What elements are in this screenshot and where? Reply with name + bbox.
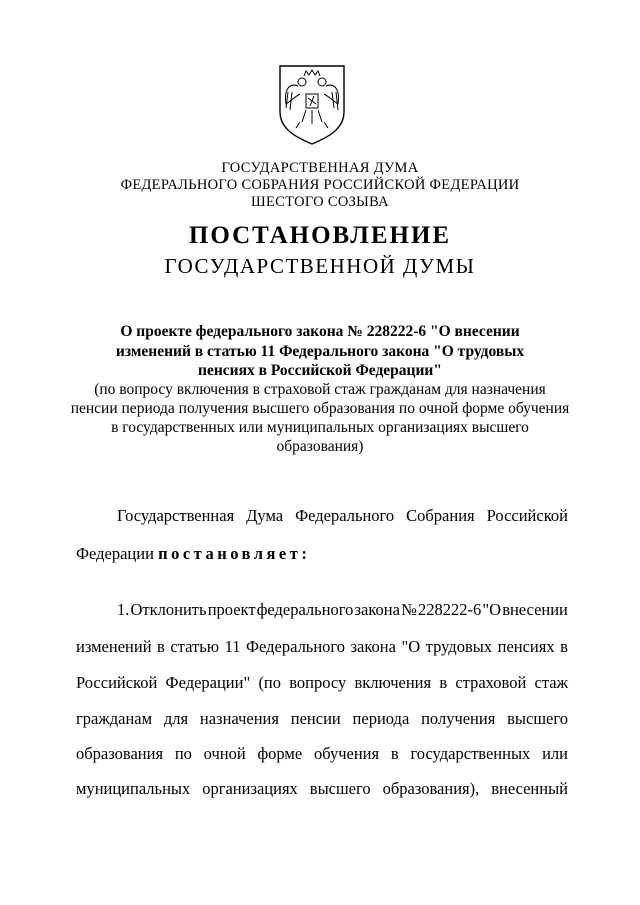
word: периода: [352, 709, 410, 728]
header-line-2: ФЕДЕРАЛЬНОГО СОБРАНИЯ РОССИЙСКОЙ ФЕДЕРАЦИИ: [120, 177, 520, 193]
item1-line-2: [76, 637, 568, 657]
word: "О: [401, 637, 421, 656]
word: получения: [421, 709, 496, 728]
word: обучения: [313, 744, 380, 763]
word: внесенный: [491, 779, 568, 798]
subject-note-line-3: в государственных или муниципальных организациях высшего: [111, 419, 529, 436]
word: гражданам: [76, 709, 153, 728]
word: государственных: [410, 744, 531, 763]
word: или: [542, 744, 568, 763]
word: проект: [207, 600, 256, 619]
subject-note-line-2: пенсии периода получения высшего образования по очной форме обучения: [70, 400, 570, 417]
word: в: [560, 637, 568, 656]
word: форме: [257, 744, 303, 763]
word: в: [439, 673, 448, 692]
word: Российской: [486, 506, 568, 525]
document-subtitle: ГОСУДАРСТВЕННОЙ ДУМЫ: [164, 254, 476, 278]
word: закона: [350, 637, 396, 656]
word: для: [163, 709, 189, 728]
word: в: [390, 744, 399, 763]
word: Федерального: [245, 637, 346, 656]
word: высшего: [507, 709, 568, 728]
word: 11: [224, 637, 241, 656]
word: Отклонить: [130, 600, 207, 619]
document-title: ПОСТАНОВЛЕНИЕ: [188, 222, 452, 249]
word: изменений: [76, 637, 152, 656]
word: 228222-6: [418, 600, 482, 619]
header-line-1: ГОСУДАРСТВЕННАЯ ДУМА: [221, 160, 419, 176]
intro-prefix: Федерации: [76, 544, 159, 563]
word: очной: [203, 744, 246, 763]
word: 1.: [117, 600, 130, 619]
subject-note-line-1: (по вопросу включения в страховой стаж гражданам для назначения: [94, 381, 546, 398]
item1-line-4: [76, 709, 568, 729]
word: внесении: [502, 600, 568, 619]
word: Собрания: [406, 506, 475, 525]
subject-line-3: пенсиях в Российской Федерации": [198, 362, 442, 379]
resolves-keyword: постановляет:: [158, 544, 311, 563]
subject-line-2: изменений в статью 11 Федерального закона "О трудовых: [115, 343, 525, 360]
item1-line-1: [117, 600, 568, 620]
subject-note-line-4: образования): [276, 438, 364, 455]
word: Российской: [76, 673, 158, 692]
word: "О: [482, 600, 502, 619]
word: муниципальных: [76, 779, 191, 798]
word: по: [174, 744, 192, 763]
word: Дума: [246, 506, 284, 525]
word: назначения: [199, 709, 279, 728]
word: трудовых: [425, 637, 493, 656]
word: статью: [170, 637, 220, 656]
word: пенсиях: [497, 637, 555, 656]
word: №: [401, 600, 417, 619]
word: вопросу: [289, 673, 347, 692]
subject-line-1: О проекте федерального закона № 228222-6 "О внесении: [120, 323, 520, 340]
word: Федерации": [165, 673, 251, 692]
word: организациях: [202, 779, 298, 798]
intro-line-2: [76, 544, 568, 564]
word: закона: [354, 600, 400, 619]
header-line-3: ШЕСТОГО СОЗЫВА: [251, 194, 389, 210]
word: образования: [76, 744, 164, 763]
word: (по: [258, 673, 282, 692]
item1-line-3: [76, 673, 568, 693]
word: Государственная: [117, 506, 235, 525]
coat-of-arms-emblem: [274, 62, 350, 146]
word: образования),: [382, 779, 480, 798]
word: стаж: [534, 673, 568, 692]
word: в: [157, 637, 165, 656]
word: высшего: [309, 779, 371, 798]
word: страховой: [455, 673, 527, 692]
item1-line-6: [76, 779, 568, 799]
word: Федерального: [295, 506, 395, 525]
word: пенсии: [290, 709, 341, 728]
word: включения: [354, 673, 432, 692]
word: федерального: [256, 600, 354, 619]
intro-line-1: [117, 506, 568, 526]
item1-line-5: [76, 744, 568, 764]
